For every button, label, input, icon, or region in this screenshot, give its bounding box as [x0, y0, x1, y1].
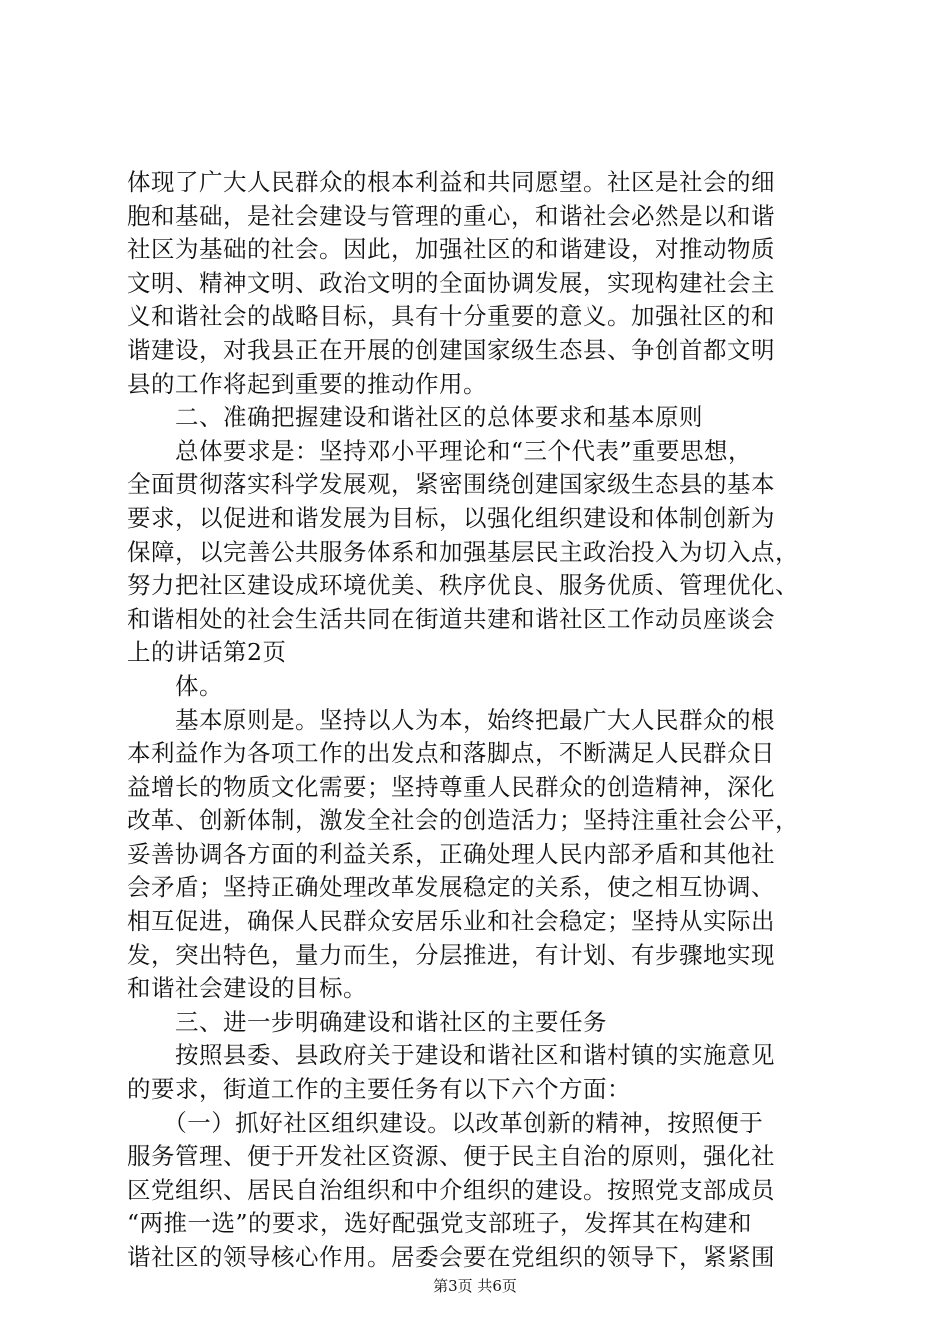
page-number: 第3页 共6页: [433, 1277, 517, 1295]
text-line: 区党组织、居民自治组织和中介组织的建设。按照党支部成员: [127, 1175, 775, 1204]
text-line: 社区为基础的社会。因此，加强社区的和谐建设，对推动物质: [127, 235, 775, 264]
text-line: 胞和基础，是社会建设与管理的重心，和谐社会必然是以和谐: [127, 201, 775, 230]
text-line: 的要求，街道工作的主要任务有以下六个方面：: [127, 1075, 631, 1104]
text-line: 本利益作为各项工作的出发点和落脚点，不断满足人民群众日: [127, 739, 775, 768]
text-line: 上的讲话第2页: [127, 638, 287, 667]
document-body: [127, 166, 837, 1275]
text-line: 努力把社区建设成环境优美、秩序优良、服务优质、管理优化、: [127, 571, 799, 600]
text-line: 改革、创新体制，激发全社会的创造活力；坚持注重社会公平，: [127, 806, 799, 835]
text-line: （一）抓好社区组织建设。以改革创新的精神，按照便于: [127, 1108, 764, 1137]
text-line: 总体要求是：坚持邓小平理论和“三个代表”重要思想，: [127, 436, 753, 465]
text-line: 会矛盾；坚持正确处理改革发展稳定的关系，使之相互协调、: [127, 873, 775, 902]
text-line: 妥善协调各方面的利益关系，正确处理人民内部矛盾和其他社: [127, 839, 775, 868]
text-line: 文明、精神文明、政治文明的全面协调发展，实现构建社会主: [127, 268, 775, 297]
text-line: 发，突出特色，量力而生，分层推进，有计划、有步骤地实现: [127, 940, 775, 969]
text-line: 益增长的物质文化需要；坚持尊重人民群众的创造精神，深化: [127, 772, 775, 801]
text-line: 体现了广大人民群众的根本利益和共同愿望。社区是社会的细: [127, 168, 775, 196]
text-line: 谐建设，对我县正在开展的创建国家级生态县、争创首都文明: [127, 335, 775, 364]
text-line: 县的工作将起到重要的推动作用。: [127, 369, 487, 398]
text-line: 服务管理、便于开发社区资源、便于民主自治的原则，强化社: [127, 1142, 775, 1171]
section-heading: 三、进一步明确建设和谐社区的主要任务: [127, 1007, 607, 1036]
page-footer: [0, 1276, 950, 1296]
text-line: “两推一选”的要求，选好配强党支部班子，发挥其在构建和: [127, 1209, 753, 1238]
text-line: 义和谐社会的战略目标，具有十分重要的意义。加强社区的和: [127, 302, 775, 331]
text-line: 和谐社会建设的目标。: [127, 974, 367, 1003]
text-line: 保障，以完善公共服务体系和加强基层民主政治投入为切入点，: [127, 537, 799, 566]
text-line: 基本原则是。坚持以人为本，始终把最广大人民群众的根: [127, 705, 775, 734]
text-line: 和谐相处的社会生活共同在街道共建和谐社区工作动员座谈会: [127, 604, 775, 633]
text-line: 体。: [127, 671, 223, 700]
text-line: 全面贯彻落实科学发展观，紧密围绕创建国家级生态县的基本: [127, 470, 775, 499]
text-line: 要求，以促进和谐发展为目标，以强化组织建设和体制创新为: [127, 503, 775, 532]
text-line: 按照县委、县政府关于建设和谐社区和谐村镇的实施意见: [127, 1041, 775, 1070]
text-line: 谐社区的领导核心作用。居委会要在党组织的领导下，紧紧围: [127, 1243, 775, 1271]
text-line: 相互促进，确保人民群众安居乐业和社会稳定；坚持从实际出: [127, 907, 775, 936]
section-heading: 二、准确把握建设和谐社区的总体要求和基本原则: [127, 403, 703, 432]
